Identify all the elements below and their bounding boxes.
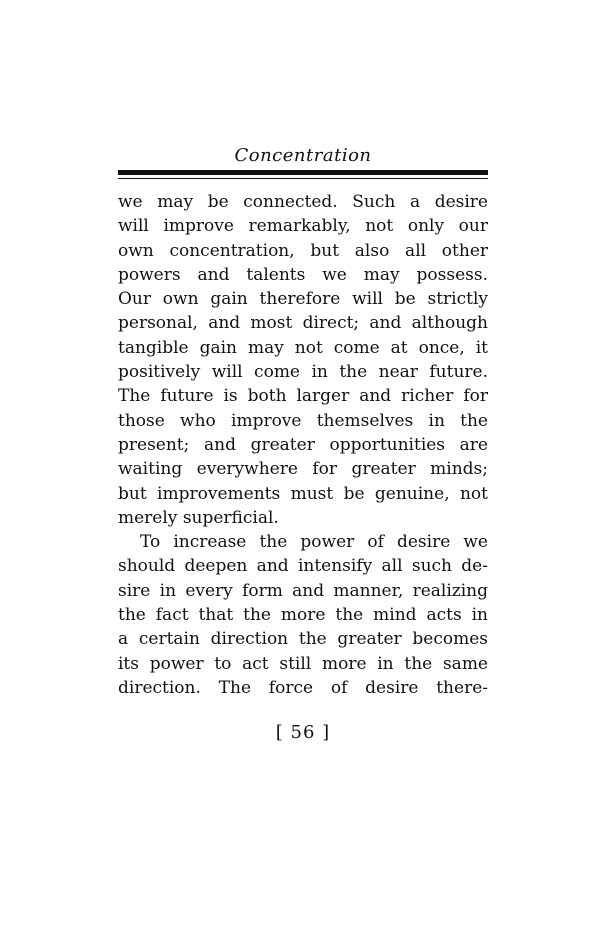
header-rule-thick bbox=[118, 170, 488, 175]
text-line: own concentration, but also all other bbox=[118, 240, 488, 261]
page-number: [ 56 ] bbox=[275, 722, 331, 743]
body-text bbox=[118, 190, 488, 700]
text-line: Our own gain therefore will be strictly bbox=[118, 289, 488, 310]
text-line: present; and greater opportunities are bbox=[118, 434, 488, 455]
text-line: positively will come in the near future. bbox=[118, 362, 488, 383]
text-line: those who improve themselves in the bbox=[118, 410, 488, 431]
text-line: waiting everywhere for greater minds; bbox=[118, 459, 488, 480]
text-line: will improve remarkably, not only our bbox=[118, 216, 488, 237]
text-line: sire in every form and manner, realizing bbox=[118, 580, 488, 601]
text-line: tangible gain may not come at once, it bbox=[118, 337, 488, 358]
header-rule-thin bbox=[118, 178, 488, 179]
text-line: but improvements must be genuine, not bbox=[118, 483, 488, 504]
text-line: the fact that the more the mind acts in bbox=[118, 605, 488, 626]
text-line: merely superficial. bbox=[118, 507, 279, 528]
text-line: a certain direction the greater becomes bbox=[118, 629, 488, 650]
running-title: Concentration bbox=[234, 145, 372, 166]
paragraph-start-line: To increase the power of desire we bbox=[140, 532, 488, 553]
text-line: should deepen and intensify all such de- bbox=[118, 556, 488, 577]
text-line: direction. The force of desire there- bbox=[118, 677, 488, 698]
text-line: we may be connected. Such a desire bbox=[118, 192, 488, 212]
text-line: personal, and most direct; and although bbox=[118, 313, 488, 334]
text-line: powers and talents we may possess. bbox=[118, 264, 488, 285]
text-line: The future is both larger and richer for bbox=[118, 386, 488, 407]
text-line: its power to act still more in the same bbox=[118, 653, 488, 674]
